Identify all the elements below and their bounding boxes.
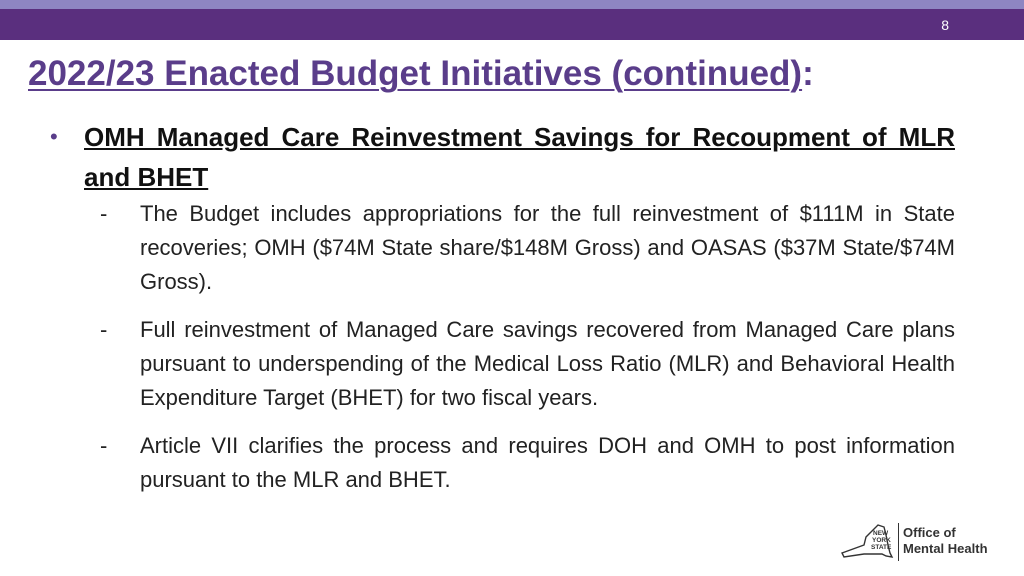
sub-item bbox=[100, 429, 955, 497]
slide-title bbox=[28, 52, 814, 96]
header-bar bbox=[0, 9, 1024, 40]
slide-title-text: 2022/23 Enacted Budget Initiatives (continued) bbox=[28, 54, 803, 93]
new-york-state-map-icon bbox=[836, 523, 896, 563]
omh-logo bbox=[836, 521, 986, 565]
dash-marker: - bbox=[100, 317, 108, 342]
logo-divider bbox=[898, 523, 899, 561]
header-accent-bar bbox=[0, 0, 1024, 9]
logo-state-line3: STATE bbox=[871, 544, 892, 551]
logo-state-line1: NEW bbox=[873, 530, 889, 537]
sub-item-text: Full reinvestment of Managed Care savings recovered from Managed Care plans pursuant to underspending of the Medical Loss Ratio (MLR) and Behavioral Health Expenditure Target (BHET) for two fiscal years. bbox=[140, 317, 955, 410]
page-number: 8 bbox=[941, 17, 949, 33]
bullet-heading: OMH Managed Care Reinvestment Savings for Recoupment of MLR and BHET bbox=[84, 122, 955, 192]
logo-state-line2: YORK bbox=[872, 537, 891, 544]
sub-item bbox=[100, 313, 955, 415]
slide-content bbox=[50, 117, 955, 497]
sub-item bbox=[100, 197, 955, 299]
slide-title-colon: : bbox=[802, 54, 814, 93]
logo-office-line2: Mental Health bbox=[903, 541, 988, 556]
dash-marker: - bbox=[100, 433, 108, 458]
sub-item-text: Article VII clarifies the process and requires DOH and OMH to post information pursuant to the MLR and BHET. bbox=[140, 433, 955, 492]
dash-marker: - bbox=[100, 201, 108, 226]
logo-office-name bbox=[903, 525, 993, 557]
sub-item-text: The Budget includes appropriations for the full reinvestment of $111M in State recoveries; OMH ($74M State share/$148M Gross) and OASAS ($37M State/$74M Gross). bbox=[140, 201, 955, 294]
logo-office-line1: Office of bbox=[903, 525, 956, 540]
bullet-marker: • bbox=[50, 124, 58, 149]
